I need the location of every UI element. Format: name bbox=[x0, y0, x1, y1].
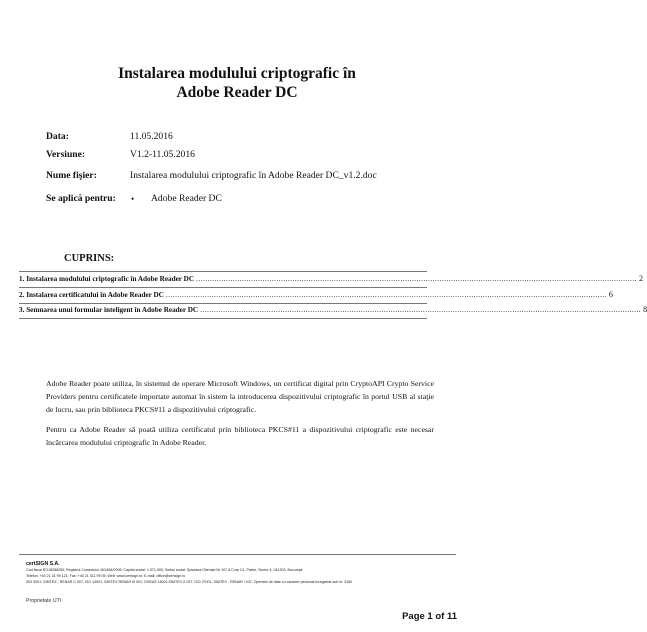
toc-item-page: 8 bbox=[643, 305, 647, 314]
toc-leader-dots: ................................................................................................................................................................................................ bbox=[196, 275, 638, 283]
toc-divider bbox=[19, 318, 427, 319]
se-aplica-value: Adobe Reader DC bbox=[151, 193, 222, 204]
toc-item-3[interactable] bbox=[19, 305, 647, 317]
data-label: Data: bbox=[46, 131, 69, 142]
page-number: Page 1 of 11 bbox=[402, 611, 457, 622]
toc-item-page: 2 bbox=[639, 274, 644, 283]
toc-item-2[interactable] bbox=[19, 290, 613, 302]
toc-heading: CUPRINS: bbox=[64, 253, 115, 264]
versiune-label: Versiune: bbox=[46, 149, 86, 160]
toc-item-text: 2. Instalarea certificatului în Adobe Reader DC bbox=[19, 291, 164, 299]
bullet-icon: • bbox=[131, 194, 135, 204]
toc-item-1[interactable] bbox=[19, 274, 644, 286]
toc-divider bbox=[19, 303, 427, 304]
se-aplica-label: Se aplică pentru: bbox=[46, 193, 116, 204]
toc-divider bbox=[19, 287, 427, 288]
footer-divider bbox=[19, 554, 456, 555]
footer-proprietary: Proprietate UTI bbox=[26, 598, 62, 604]
toc-leader-dots: ................................................................................................................................................................................................ bbox=[165, 291, 607, 299]
footer-legal-line-3: ISO 9001; SIMTEX - RENAR C 007; ISO 14001; SIMTEX RENAR M 001; OHSAS 18001:SIMTEX S 037; ISO 27001; SIMTEX - RENAR I 047; Operator de date cu caracter personal înregistrat sub nr. 3160 bbox=[26, 580, 353, 584]
document-title-line1: Instalarea modulului criptografic în bbox=[118, 65, 356, 82]
nume-fisier-label: Nume fişier: bbox=[46, 170, 97, 181]
toc-item-text: 1. Instalarea modulului criptografic în Adobe Reader DC bbox=[19, 275, 195, 283]
data-value: 11.05.2016 bbox=[130, 131, 173, 142]
document-title-line2: Adobe Reader DC bbox=[176, 84, 298, 101]
body-paragraph-1: Adobe Reader poate utiliza, în sistemul de operare Microsoft Windows, un certificat digital prin CryptoAPI Crypto Service Providers pentru certificatele importate automat în sistem la introducerea dispozitivului criptografic în portul USB al staţie de lucru, sau prin biblioteca PKCS#11 a dispozitivului criptografic. bbox=[46, 379, 434, 414]
versiune-value: V1.2-11.05.2016 bbox=[130, 149, 195, 160]
toc-leader-dots: ................................................................................................................................................................................................ bbox=[200, 306, 642, 314]
nume-fisier-value: Instalarea modulului criptografic în Adobe Reader DC_v1.2.doc bbox=[130, 170, 377, 181]
toc-item-text: 3. Semnarea unui formular inteligent în Adobe Reader DC bbox=[19, 306, 199, 314]
toc-item-page: 6 bbox=[608, 290, 613, 299]
footer-legal-line-1: Cod fiscal RO18288250; Registrul Comertului J40/484/2006; Capital social: 1.971.000; Sediul social: Şoseaua Olteniţei Nr 107 A Corp C1, Parter, Sector 4, 041303, Bucureşti bbox=[26, 568, 303, 572]
footer-legal-line-2: Telefon: +40 21 31 99 121; Fax: +40 21 311 99 05; Web: www.certsign.ro; E-mail: office@certsign.ro bbox=[26, 574, 186, 578]
body-paragraph-2: Pentru ca Adobe Reader să poată utiliza certificatul prin biblioteca PKCS#11 a dispozitivului criptografic este necesar încărcarea modulului criptografic în Adobe Reader. bbox=[46, 425, 434, 447]
footer-company: certSIGN S.A. bbox=[26, 561, 60, 567]
toc-divider bbox=[19, 271, 427, 272]
